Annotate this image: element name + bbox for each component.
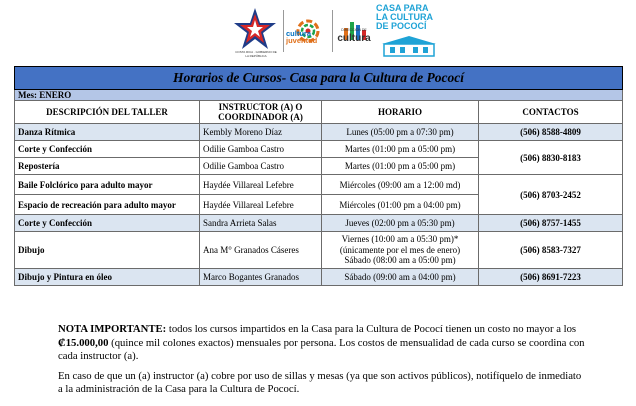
logo3-title: cultura [337, 33, 371, 44]
instructor-cell: Odilie Gamboa Castro [200, 158, 322, 175]
table-row [15, 215, 623, 232]
logo2-line1: cultura [286, 29, 312, 38]
month-row: Mes: ENERO [15, 90, 623, 101]
instructor-cell: Odilie Gamboa Castro [200, 141, 322, 158]
house-logo-icon [378, 34, 440, 58]
note-paragraph-1 [58, 323, 588, 364]
taller-cell: Corte y Confección [15, 141, 200, 158]
logo1-caption: COSTA RICA · GOBIERNO DE LA REPÚBLICA [235, 50, 277, 58]
logo4-line1: CASA PARA [376, 3, 429, 13]
contacto-cell: (506) 8757-1455 [479, 215, 623, 232]
horario-cell: Sábado (09:00 am a 04:00 pm) [322, 269, 479, 286]
table-row [15, 175, 623, 195]
course-schedule-table [14, 66, 623, 286]
note-text-b: (quince mil colones exactos) mensuales por persona. Los costos de mensualidad de cada curso se coordina con cada instructor (a). [58, 336, 585, 363]
logo4-line3: DE POCOCÍ [376, 21, 427, 31]
horario-cell: Lunes (05:00 pm a 07:30 pm) [322, 124, 479, 141]
contacto-cell: (506) 8830-8183 [479, 141, 623, 175]
horario-cell: Miércoles (01:00 pm a 04:00 pm) [322, 195, 479, 215]
important-note [58, 323, 588, 403]
instructor-cell: Haydée Villareal Lefebre [200, 175, 322, 195]
header-contactos: CONTACTOS [479, 101, 623, 124]
horario-cell: Martes (01:00 pm a 05:00 pm) [322, 158, 479, 175]
taller-cell: Repostería [15, 158, 200, 175]
taller-cell: Dibujo [15, 232, 200, 269]
contacto-cell: (506) 8703-2452 [479, 175, 623, 215]
horario-cell: Jueves (02:00 pm a 05:30 pm) [322, 215, 479, 232]
costa-rica-star-logo [232, 6, 278, 52]
note-label: NOTA IMPORTANTE: [58, 323, 167, 335]
table-row [15, 124, 623, 141]
header-logos [0, 0, 636, 62]
horario-line: (únicamente por el mes de enero) [339, 244, 461, 255]
horario-line: Sábado (08:00 am a 05:00 pm) [344, 255, 456, 266]
instructor-cell: Sandra Arrieta Salas [200, 215, 322, 232]
contacto-cell: (506) 8588-4809 [479, 124, 623, 141]
instructor-cell: Ana M° Granados Cáseres [200, 232, 322, 269]
logo4-line2: LA CULTURA [376, 12, 433, 22]
note-paragraph-2: En caso de que un (a) instructor (a) cobre por uso de sillas y mesas (ya que son activos públicos), notifíquelo de inmediato a la administración de la Casa para la Cultura de Pococí. [58, 369, 582, 396]
cultura-juventud-text [286, 30, 330, 44]
table-header-row [15, 101, 623, 124]
logo3-caption: DIRECCIÓN DE [341, 28, 367, 32]
taller-cell: Baile Folclórico para adulto mayor [15, 175, 200, 195]
taller-cell: Dibujo y Pintura en óleo [15, 269, 200, 286]
casa-cultura-logo-text [376, 4, 433, 31]
header-taller: DESCRIPCIÓN DEL TALLER [15, 101, 200, 124]
horario-cell: Miércoles (09:00 am a 12:00 md) [322, 175, 479, 195]
table-row [15, 232, 623, 269]
header-instructor: INSTRUCTOR (A) O COORDINADOR (A) [200, 101, 322, 124]
header-horario: HORARIO [322, 101, 479, 124]
horario-line: Viernes (10:00 am a 05:30 pm)* [341, 234, 459, 245]
table-title: Horarios de Cursos- Casa para la Cultura de Pococí [15, 67, 623, 90]
instructor-cell: Marco Bogantes Granados [200, 269, 322, 286]
taller-cell: Danza Rítmica [15, 124, 200, 141]
note-text-a: todos los cursos impartidos en la Casa para la Cultura de Pococí tienen un costo no mayor a los [166, 323, 577, 335]
note-amount: ₡15.000,00 [58, 336, 109, 349]
taller-cell: Corte y Confección [15, 215, 200, 232]
logo-divider [332, 10, 333, 52]
horario-cell: Martes (01:00 pm a 05:00 pm) [322, 141, 479, 158]
contacto-cell: (506) 8691-7223 [479, 269, 623, 286]
contacto-cell: (506) 8583-7327 [479, 232, 623, 269]
instructor-cell: Haydée Villareal Lefebre [200, 195, 322, 215]
table-row [15, 269, 623, 286]
logo-divider [283, 10, 284, 52]
table-row [15, 141, 623, 158]
logo2-line2: juventud [286, 36, 318, 45]
instructor-cell: Kembly Moreno Díaz [200, 124, 322, 141]
taller-cell: Espacio de recreación para adulto mayor [15, 195, 200, 215]
horario-cell [322, 232, 479, 269]
